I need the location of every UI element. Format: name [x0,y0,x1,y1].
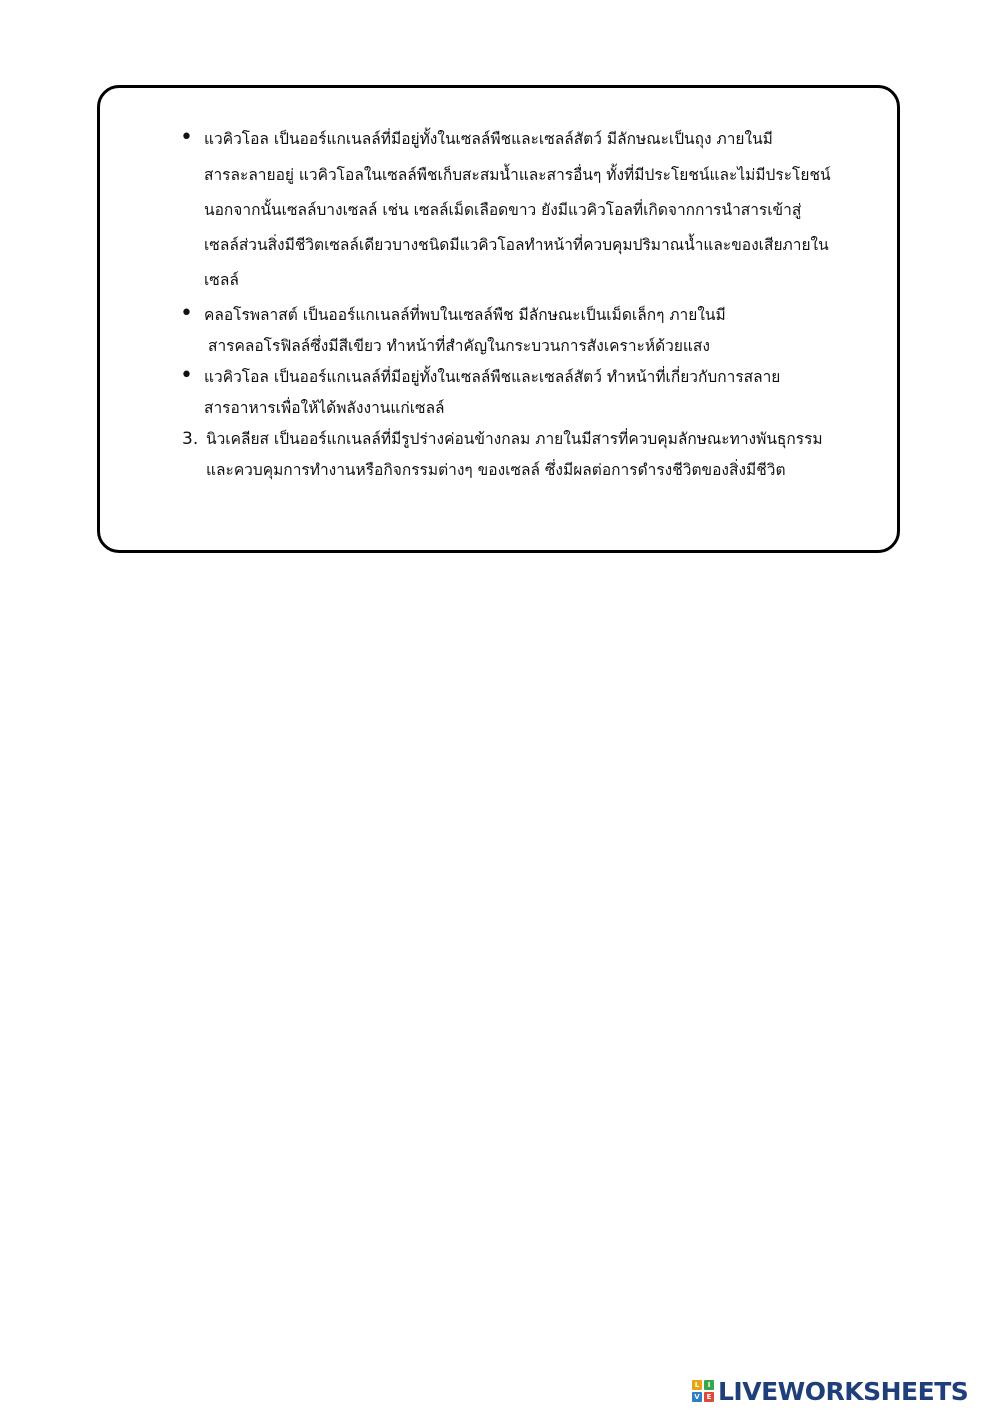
bullet-marker: • [180,363,193,388]
bullet-marker: • [180,125,193,150]
number-marker: 3. [182,429,199,449]
item-line: สารคลอโรฟิลล์ซึ่งมีสีเขียว ทำหน้าที่สำคัญในกระบวนการสังเคราะห์ด้วยแสง [208,337,710,355]
logo-letter: L [692,1380,702,1390]
item-line: สารละลายอยู่ แวคิวโอลในเซลล์พืชเก็บสะสมน้ำและสารอื่นๆ ทั้งที่มีประโยชน์และไม่มีประโยชน์ [204,166,831,184]
item-line: แวคิวโอล เป็นออร์แกเนลล์ที่มีอยู่ทั้งในเซลล์พืชและเซลล์สัตว์ ทำหน้าที่เกี่ยวกับการสลาย [204,368,781,386]
liveworksheets-logo [692,1373,968,1409]
logo-letter: V [692,1392,702,1402]
item-line: คลอโรพลาสต์ เป็นออร์แกเนลล์ที่พบในเซลล์พืช มีลักษณะเป็นเม็ดเล็กๆ ภายในมี [204,306,726,324]
item-line: นอกจากนั้นเซลล์บางเซลล์ เช่น เซลล์เม็ดเลือดขาว ยังมีแวคิวโอลที่เกิดจากการนำสารเข้าสู่ [204,201,802,219]
logo-wordmark: LIVEWORKSHEETS [718,1376,969,1406]
item-line: นิวเคลียส เป็นออร์แกเนลล์ที่มีรูปร่างค่อนข้างกลม ภายในมีสารที่ควบคุมลักษณะทางพันธุกรรม [206,430,823,448]
item-line: และควบคุมการทำงานหรือกิจกรรมต่างๆ ของเซลล์ ซึ่งมีผลต่อการดำรงชีวิตของสิ่งมีชีวิต [206,461,786,479]
item-line: แวคิวโอล เป็นออร์แกเนลล์ที่มีอยู่ทั้งในเซลล์พืชและเซลล์สัตว์ มีลักษณะเป็นถุง ภายในมี [204,130,773,148]
logo-letter: I [704,1380,714,1390]
logo-letter: E [704,1392,714,1402]
bullet-marker: • [180,301,193,326]
item-line: เซลล์ [204,271,239,289]
live-logo-icon [692,1380,714,1402]
item-line: สารอาหารเพื่อให้ได้พลังงานแก่เซลล์ [204,399,445,417]
item-line: เซลล์ส่วนสิ่งมีชีวิตเซลล์เดียวบางชนิดมีแวคิวโอลทำหน้าที่ควบคุมปริมาณน้ำและของเสียภายใน [204,236,829,254]
content-box [97,85,900,553]
